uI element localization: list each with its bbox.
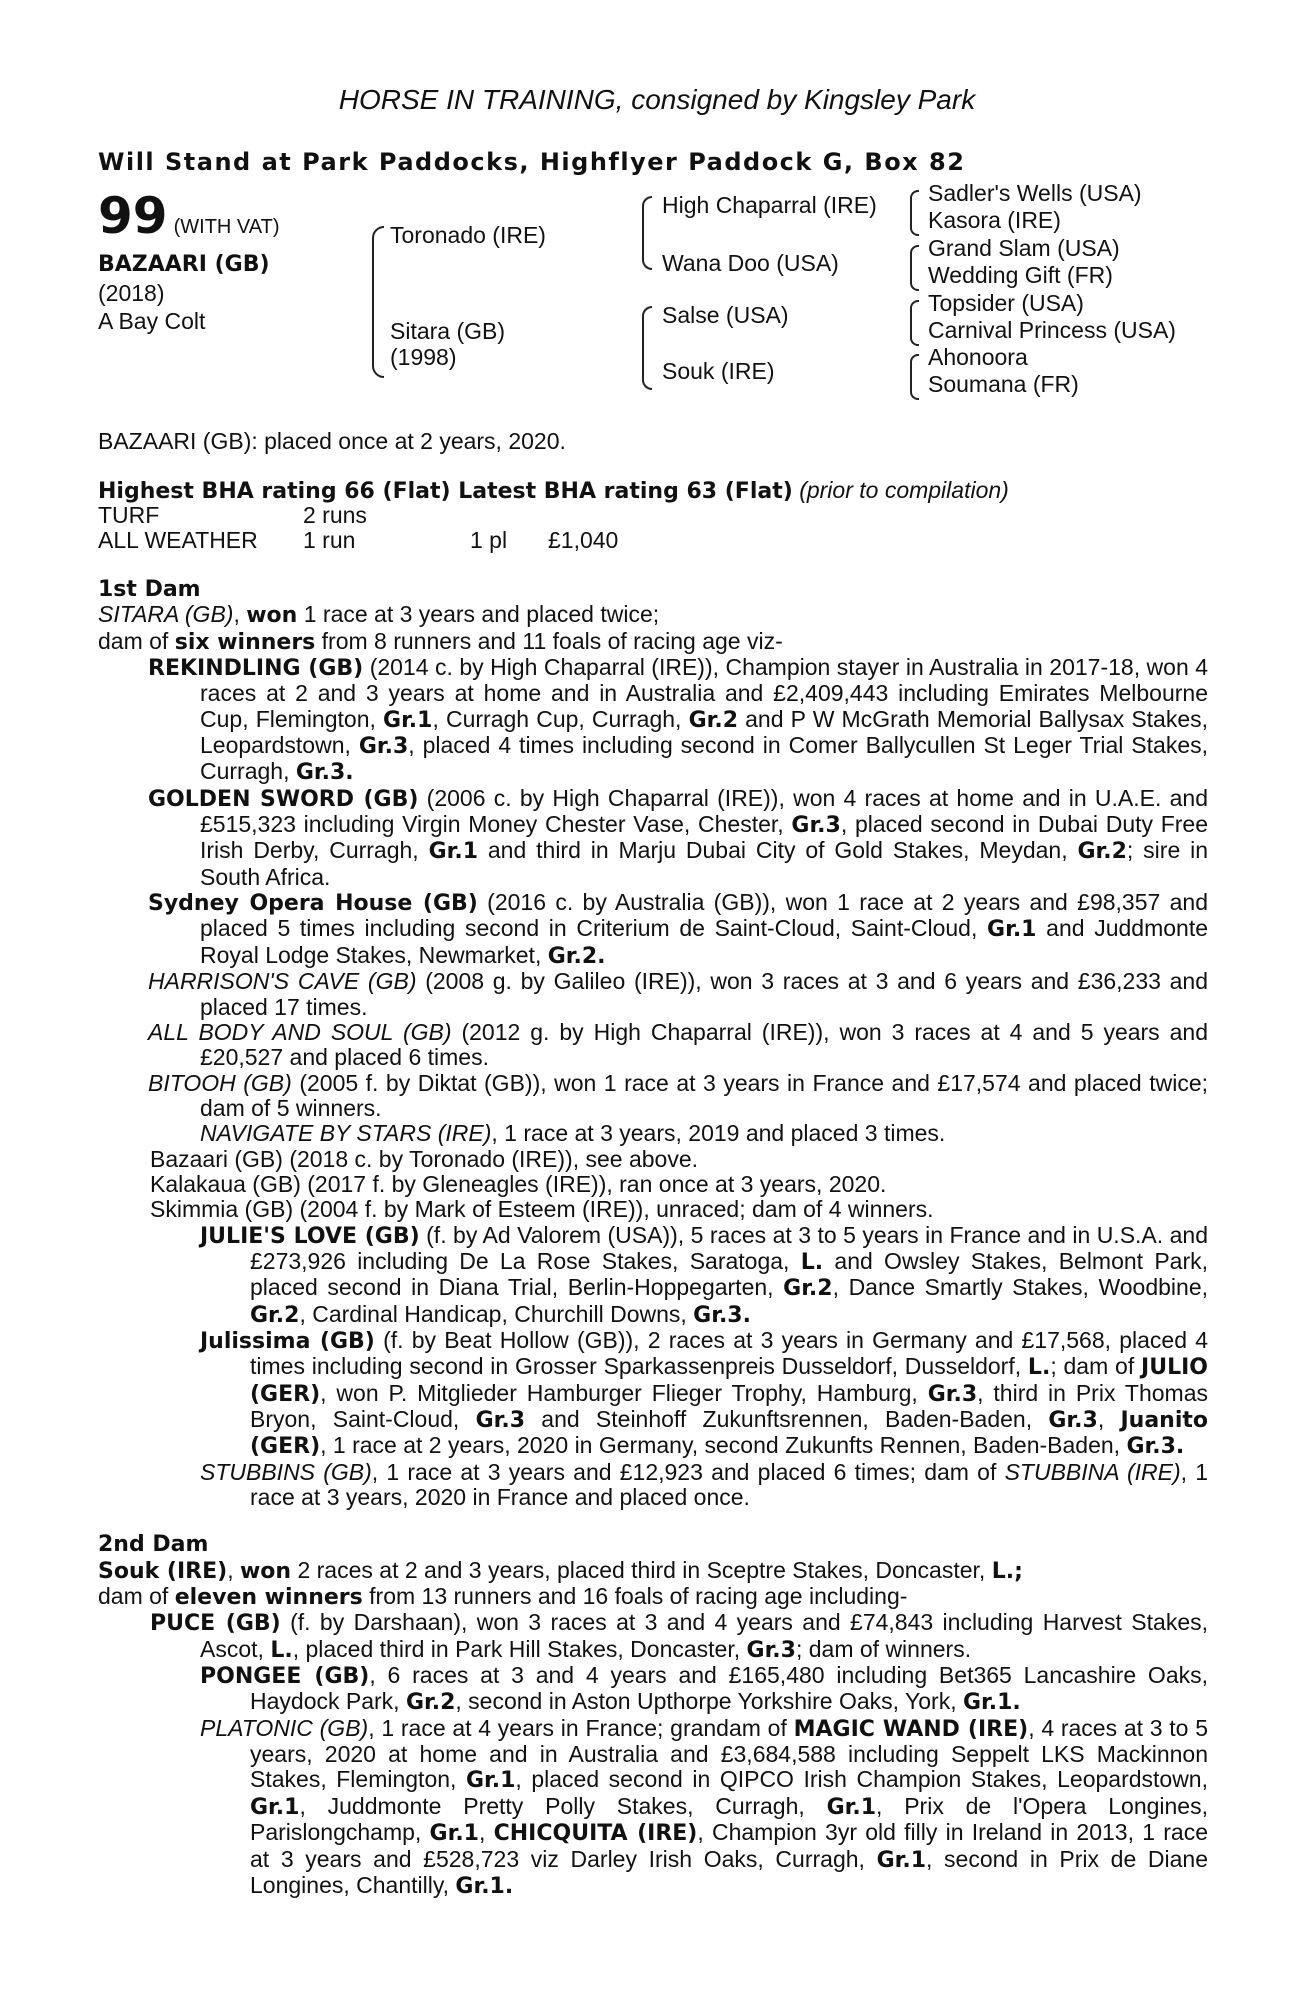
dam-dam-name: Souk (IRE)	[662, 358, 775, 384]
list-item: PONGEE (GB), 6 races at 3 and 4 years and £165,480 including Bet365 Lancashire Oaks, Haydock Park, Gr.2, second in Aston Upthorpe Yorkshire Oaks, York, Gr.1.	[200, 1662, 1208, 1716]
list-item: Sydney Opera House (GB) (2016 c. by Australia (GB)), won 1 race at 2 years and £98,357 and placed 5 times including second in Criterium de Saint-Cloud, Saint-Cloud, Gr.1 and Juddmonte Royal Lodge Stakes, Newmarket, Gr.2.	[148, 889, 1208, 969]
sire-sire-name: High Chaparral (IRE)	[662, 192, 877, 218]
race-summary: BAZAARI (GB): placed once at 2 years, 2020.	[98, 428, 566, 454]
horse-name: BAZAARI (GB)	[98, 252, 270, 277]
horse-identity	[98, 251, 270, 335]
pedigree-brace	[910, 354, 919, 400]
rating-note: (prior to compilation)	[799, 477, 1009, 503]
horse-year: (2018)	[98, 280, 165, 306]
list-item: GOLDEN SWORD (GB) (2006 c. by High Chaparral (IRE)), won 4 races at home and in U.A.E. and £515,323 including Virgin Money Chester Vase, Chester, Gr.3, placed second in Dubai Duty Free Irish Derby, Curragh, Gr.1 and third in Marju Dubai City of Gold Stakes, Meydan, Gr.2; sire in South Africa.	[148, 784, 1209, 890]
list-item: Skimmia (GB) (2004 f. by Mark of Esteem (IRE)), unraced; dam of 4 winners.	[150, 1196, 934, 1223]
first-dam-heading: 1st Dam	[98, 577, 201, 602]
list-item: NAVIGATE BY STARS (IRE), 1 race at 3 years, 2019 and placed 3 times.	[200, 1120, 946, 1147]
list-item: Julissima (GB) (f. by Beat Hollow (GB)), 2 races at 3 years in Germany and £17,568, placed 4 times including second in Grosser Sparkassenpreis Dusseldorf, Dusseldorf, L.; dam of JULIO (GER), won P. Mitglieder Hamburger Flieger Trophy, Hamburg, Gr.3, third in Prix Thomas Bryon, Saint-Cloud, Gr.3 and Steinhoff Zukunftsrennen, Baden-Baden, Gr.3, Juanito (GER), 1 race at 2 years, 2020 in Germany, second Zukunfts Rennen, Baden-Baden, Gr.3.	[200, 1326, 1209, 1460]
pedigree-brace	[642, 196, 652, 270]
list-item: REKINDLING (GB) (2014 c. by High Chaparral (IRE)), Champion stayer in Australia in 2017-18, won 4 races at 2 and 3 years at home and in Australia and £2,409,443 including Emirates Melbourne Cup, Flemington, Gr.1, Curragh Cup, Curragh, Gr.2 and P W McGrath Memorial Ballysax Stakes, Leopardstown, Gr.3, placed 4 times including second in Comer Ballycullen St Leger Trial Stakes, Curragh, Gr.3.	[148, 654, 1209, 786]
list-item: BITOOH (GB) (2005 f. by Diktat (GB)), won 1 race at 3 years in France and £17,574 and placed twice; dam of 5 winners.	[148, 1069, 1209, 1121]
pedigree-g4: Wedding Gift (FR)	[928, 262, 1113, 288]
second-dam-heading: 2nd Dam	[98, 1532, 209, 1558]
lot-block	[98, 187, 280, 245]
pedigree-brace	[910, 190, 919, 236]
pedigree-g5: Topsider (USA)	[928, 290, 1084, 316]
pedigree-g1: Sadler's Wells (USA)	[928, 180, 1142, 206]
list-item: PUCE (GB) (f. by Darshaan), won 3 races at 3 and 4 years and £74,843 including Harvest Stakes, Ascot, L., placed third in Park Hill Stakes, Doncaster, Gr.3; dam of winners.	[150, 1609, 1209, 1663]
list-item: Kalakaua (GB) (2017 f. by Gleneagles (IRE)), ran once at 3 years, 2020.	[150, 1170, 887, 1197]
turf-label: TURF	[98, 502, 160, 528]
list-item: STUBBINS (GB), 1 race at 3 years and £12,923 and placed 6 times; dam of STUBBINA (IRE), 1 race at 3 years, 2020 in France and placed once.	[200, 1458, 1209, 1511]
aw-placed: 1 pl	[470, 527, 508, 553]
turf-runs: 2 runs	[303, 502, 367, 528]
pedigree-brace	[910, 300, 919, 346]
second-dam-intro: Souk (IRE), won 2 races at 2 and 3 years, placed third in Sceptre Stakes, Doncaster, L.;	[98, 1556, 1023, 1584]
aw-prize: £1,040	[548, 527, 619, 553]
list-item: PLATONIC (GB), 1 race at 4 years in France; grandam of MAGIC WAND (IRE), 4 races at 3 to 5 years, 2020 at home and in Australia and £3,684,588 including Seppelt LKS Mackinnon Stakes, Flemington, Gr.1, placed second in QIPCO Irish Champion Stakes, Leopardstown, Gr.1, Juddmonte Pretty Polly Stakes, Curragh, Gr.1, Prix de l'Opera Longines, Parislongchamp, Gr.1, CHICQUITA (IRE), Champion 3yr old filly in Ireland in 2013, 1 race at 3 years and £528,723 viz Darley Irish Oaks, Curragh, Gr.1, second in Prix de Diane Longines, Chantilly, Gr.1.	[200, 1714, 1209, 1899]
list-item: Bazaari (GB) (2018 c. by Toronado (IRE)), see above.	[150, 1145, 699, 1172]
first-dam-intro: SITARA (GB), won 1 race at 3 years and placed twice;	[98, 601, 660, 629]
pedigree-g8: Soumana (FR)	[928, 371, 1079, 397]
pedigree-g3: Grand Slam (USA)	[928, 235, 1120, 261]
sire-name: Toronado (IRE)	[390, 222, 546, 248]
second-dam-produce: dam of eleven winners from 13 runners and 16 foals of racing age including-	[98, 1583, 908, 1611]
pedigree-g2: Kasora (IRE)	[928, 207, 1061, 233]
sire-dam-name: Wana Doo (USA)	[662, 250, 839, 276]
pedigree-brace	[372, 226, 384, 378]
dam-records	[98, 577, 1208, 1899]
pedigree-brace	[910, 245, 919, 291]
list-item: JULIE'S LOVE (GB) (f. by Ad Valorem (USA)), 5 races at 3 to 5 years in France and in U.S.A. and £273,926 including De La Rose Stakes, Saratoga, L. and Owsley Stakes, Belmont Park, placed second in Diana Trial, Berlin-Hoppegarten, Gr.2, Dance Smartly Stakes, Woodbine, Gr.2, Cardinal Handicap, Churchill Downs, Gr.3.	[200, 1221, 1209, 1328]
pedigree-g6: Carnival Princess (USA)	[928, 317, 1176, 343]
aw-runs: 1 run	[303, 527, 356, 553]
first-dam-produce: dam of six winners from 8 runners and 11 foals of racing age viz-	[98, 627, 783, 655]
vat-note: (WITH VAT)	[173, 216, 280, 238]
lot-number: 99	[98, 187, 168, 245]
consignment-heading: HORSE IN TRAINING, consigned by Kingsley Park	[338, 84, 976, 115]
horse-description: A Bay Colt	[98, 308, 206, 334]
pedigree-g7: Ahonoora	[928, 344, 1028, 370]
dam-name: Sitara (GB)	[390, 318, 506, 344]
stand-location: Will Stand at Park Paddocks, Highflyer Paddock G, Box 82	[98, 148, 966, 176]
list-item: ALL BODY AND SOUL (GB) (2012 g. by High Chaparral (IRE)), won 3 races at 4 and 5 years and £20,527 and placed 6 times.	[148, 1018, 1209, 1071]
list-item: HARRISON'S CAVE (GB) (2008 g. by Galileo (IRE)), won 3 races at 3 and 6 years and £36,233 and placed 17 times.	[148, 968, 1209, 1020]
dam-sire-name: Salse (USA)	[662, 302, 789, 328]
rating-values: Highest BHA rating 66 (Flat) Latest BHA rating 63 (Flat)	[98, 479, 793, 504]
pedigree-brace	[642, 306, 652, 390]
dam-year: (1998)	[390, 344, 457, 370]
bha-rating	[98, 477, 1009, 504]
aw-label: ALL WEATHER	[98, 527, 258, 553]
